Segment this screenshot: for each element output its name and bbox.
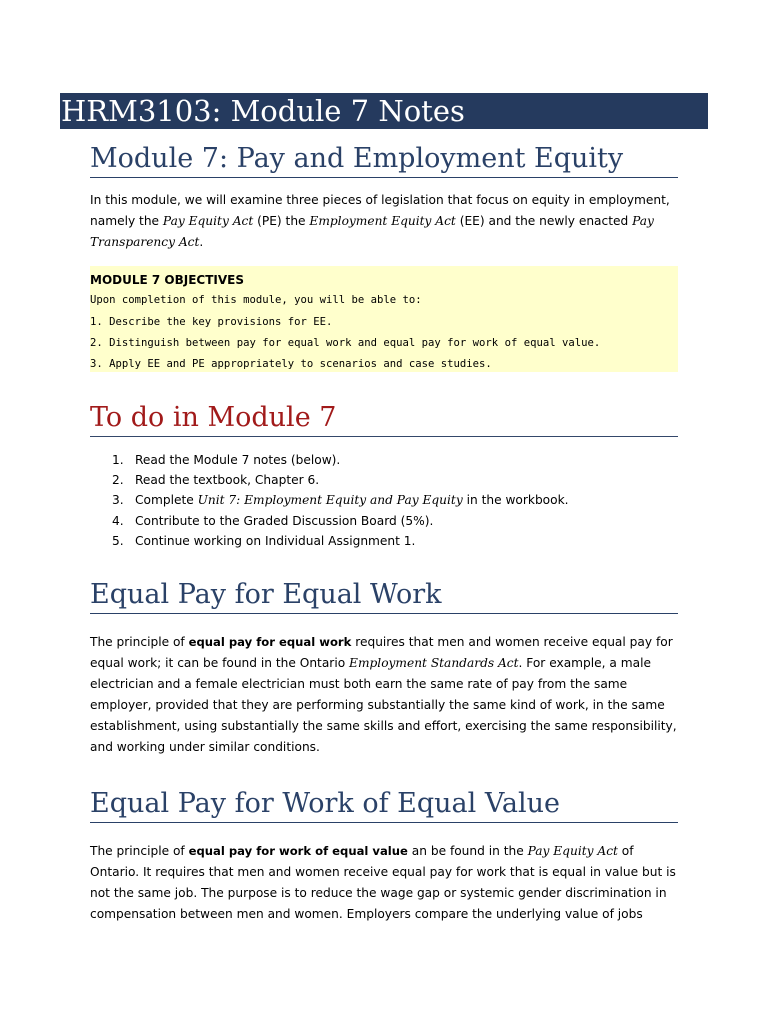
list-text: Complete (135, 493, 198, 508)
objectives-title: MODULE 7 OBJECTIVES (90, 273, 244, 287)
list-text: Contribute to the Graded Discussion Board (5%). (135, 513, 434, 528)
objectives-line: Upon completion of this module, you will be able to: (90, 294, 422, 306)
intro-paragraph (90, 190, 678, 253)
equal-work-heading: Equal Pay for Equal Work (90, 578, 678, 614)
list-item (90, 470, 678, 490)
objectives-line: 1. Describe the key provisions for EE. (90, 316, 333, 328)
list-text: Read the Module 7 notes (below). (135, 453, 341, 467)
equal-work-text-1: The principle of (90, 635, 189, 649)
list-item (90, 511, 678, 531)
todo-list (90, 450, 678, 551)
objectives-line: 3. Apply EE and PE appropriately to scenarios and case studies. (90, 358, 492, 370)
objectives-line: 2. Distinguish between pay for equal work and equal pay for work of equal value. (90, 337, 601, 349)
list-number: 4. (112, 513, 124, 528)
objectives-box (90, 266, 678, 372)
document-title-banner (60, 93, 708, 129)
equal-work-text-3: . For example, a male electrician and a female electrician must both earn the same rate of pay from the same employer, provided that they are performing substantially the same kind of work, in the same establishment, using substantially the same skills and effort, exercising the same responsibility, and working under similar conditions. (90, 656, 677, 754)
list-item (90, 450, 678, 470)
equal-value-term: equal pay for work of equal value (188, 844, 408, 858)
intro-section (90, 142, 678, 178)
intro-text-3: (EE) and the newly enacted (455, 214, 633, 228)
equal-work-paragraph-wrap (90, 632, 678, 758)
equal-value-paragraph-wrap (90, 841, 678, 925)
intro-heading: Module 7: Pay and Employment Equity (90, 142, 678, 178)
list-number: 2. (112, 473, 124, 488)
intro-text-4: . (199, 235, 204, 249)
list-item (90, 490, 678, 510)
list-text: in the workbook. (462, 493, 569, 508)
list-number: 5. (112, 533, 124, 548)
todo-section (90, 401, 678, 437)
todo-list-wrap (90, 450, 678, 551)
pay-transparency-act-ref: Pay Transparency Act (90, 214, 654, 249)
equal-value-text-1: The principle of (90, 844, 189, 858)
list-text: Read the textbook, Chapter 6. (135, 473, 320, 488)
intro-paragraph-wrap (90, 190, 678, 253)
todo-heading: To do in Module 7 (90, 401, 678, 437)
equal-value-heading: Equal Pay for Work of Equal Value (90, 787, 678, 823)
equal-value-text-3: of Ontario. It requires that men and women receive equal pay for work that is equal in value but is not the same job. The purpose is to reduce the wage gap or systemic gender discrimination in compensation between men and women. Employers compare the underlying value of jobs (90, 844, 676, 921)
equal-work-term: equal pay for equal work (188, 635, 352, 649)
equal-value-paragraph (90, 841, 678, 925)
list-number: 3. (112, 493, 124, 508)
list-item (90, 531, 678, 551)
employment-equity-act-ref: Employment Equity Act (309, 214, 456, 228)
pay-equity-act-ref: Pay Equity Act (527, 844, 618, 858)
list-number: 1. (112, 453, 124, 467)
workbook-unit-ref: Unit 7: Employment Equity and Pay Equity (197, 493, 463, 508)
equal-value-section (90, 787, 678, 823)
employment-standards-act-ref: Employment Standards Act (349, 656, 519, 670)
pay-equity-act-ref: Pay Equity Act (162, 214, 254, 228)
equal-work-paragraph (90, 632, 678, 758)
intro-text-2: (PE) the (253, 214, 310, 228)
equal-value-text-2: an be found in the (407, 844, 528, 858)
list-text: Continue working on Individual Assignment 1. (135, 533, 416, 548)
document-title: HRM3103: Module 7 Notes (61, 94, 465, 128)
equal-work-section (90, 578, 678, 614)
intro-text-1: In this module, we will examine three pieces of legislation that focus on equity in employment, namely the (90, 193, 670, 228)
equal-work-text-2: requires that men and women receive equal pay for equal work; it can be found in the Ontario (90, 635, 673, 670)
